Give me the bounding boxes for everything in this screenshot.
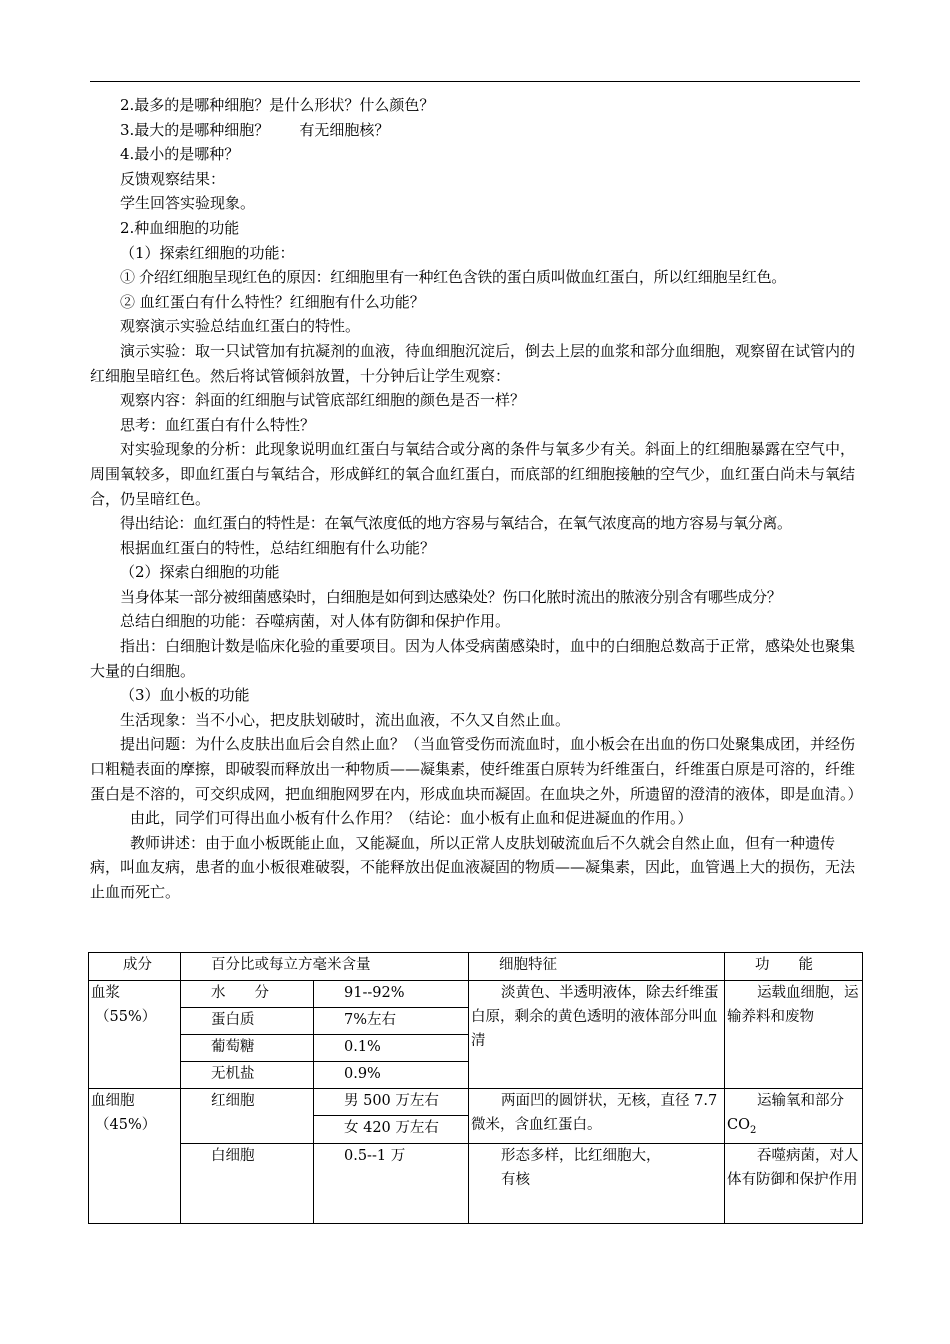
header-function: 功 能 — [725, 953, 863, 981]
co2-subscript: 2 — [749, 1124, 757, 1136]
paragraph: ① 介绍红细胞呈现红色的原因：红细胞里有一种红色含铁的蛋白质叫做血红蛋白，所以红细胞呈红色。 — [120, 268, 786, 287]
table-header-row — [89, 953, 863, 981]
paragraph: 生活现象：当不小心，把皮肤划破时，流出血液，不久又自然止血。 — [120, 710, 571, 729]
paragraph: 演示实验：取一只试管加有抗凝剂的血液，待血细胞沉淀后，倒去上层的血浆和部分血细胞，观察留在试管内的红细胞呈暗红色。然后将试管倾斜放置，十分钟后让学生观察： — [90, 341, 856, 385]
plasma-function-text: 运载血细胞，运输养料和废物 — [727, 985, 859, 1025]
wbc-features — [469, 1143, 725, 1223]
cells-percent: （45%） — [95, 1117, 157, 1133]
plasma-item: 水 分 — [181, 981, 314, 1008]
plasma-name: 血浆 — [91, 985, 120, 1001]
paragraph: 2.种血细胞的功能 — [120, 218, 240, 237]
paragraph: 根据血红蛋白的特性，总结红细胞有什么功能？ — [120, 538, 436, 557]
paragraph: 学生回答实验现象。 — [120, 194, 256, 213]
table-row — [89, 981, 863, 1008]
paragraph: 指出：白细胞计数是临床化验的重要项目。因为人体受病菌感染时，血中的白细胞总数高于正常，感染处也聚集大量的白细胞。 — [90, 637, 856, 680]
paragraph: ② 血红蛋白有什么特性？红细胞有什么功能？ — [120, 292, 425, 311]
wbc-function — [725, 1143, 863, 1223]
plasma-value: 91--92% — [314, 981, 469, 1008]
plasma-value: 0.9% — [314, 1062, 469, 1089]
paragraph: 观察内容：斜面的红细胞与试管底部红细胞的颜色是否一样？ — [120, 391, 526, 410]
plasma-item: 葡萄糖 — [181, 1035, 314, 1062]
wbc-features-line1: 形态多样，比红细胞大， — [501, 1147, 661, 1164]
rbc-function-text: 运输氧和部分 — [757, 1093, 844, 1109]
paragraph: 当身体某一部分被细菌感染时，白细胞是如何到达感染处？伤口化脓时流出的脓液分别含有哪些成分？ — [120, 587, 782, 606]
header-features: 细胞特征 — [469, 953, 725, 981]
plasma-value: 7%左右 — [314, 1008, 469, 1035]
header-content: 百分比或每立方毫米含量 — [181, 953, 469, 981]
rbc-name: 红细胞 — [181, 1089, 314, 1144]
rbc-male: 男 500 万左右 — [314, 1089, 469, 1116]
plasma-features — [469, 981, 725, 1089]
plasma-item: 蛋白质 — [181, 1008, 314, 1035]
plasma-item: 无机盐 — [181, 1062, 314, 1089]
paragraph: （1）探索红细胞的功能： — [120, 243, 295, 262]
plasma-value: 0.1% — [314, 1035, 469, 1062]
paragraph: 4.最小的是哪种？ — [120, 145, 240, 164]
paragraph: 观察演示实验总结血红蛋白的特性。 — [120, 317, 361, 336]
paragraph: 3.最大的是哪种细胞？ 有无细胞核？ — [120, 120, 390, 139]
co2-formula: CO — [727, 1117, 750, 1133]
paragraph: 得出结论：血红蛋白的特性是：在氧气浓度低的地方容易与氧结合，在氧气浓度高的地方容易与氧分离。 — [120, 514, 792, 533]
cells-cell — [89, 1089, 181, 1224]
plasma-function — [725, 981, 863, 1089]
table-row — [89, 1143, 863, 1223]
table-row — [89, 1089, 863, 1116]
paragraph: 由此，同学们可得出血小板有什么作用？（结论：血小板有止血和促进凝血的作用。） — [130, 809, 693, 828]
rbc-features-text: 两面凹的圆饼状，无核，直径 7.7 微米，含血红蛋白。 — [471, 1093, 718, 1133]
rbc-features — [469, 1089, 725, 1144]
document-body — [90, 93, 862, 905]
paragraph: 反馈观察结果： — [120, 169, 226, 188]
paragraph: 思考：血红蛋白有什么特性？ — [120, 415, 316, 434]
plasma-features-text: 淡黄色、半透明液体，除去纤维蛋白原，剩余的黄色透明的液体部分叫血清 — [471, 985, 719, 1049]
paragraph: 对实验现象的分析：此现象说明血红蛋白与氧结合或分离的条件与氧多少有关。斜面上的红细胞暴露在空气中，周围氧较多，即血红蛋白与氧结合，形成鲜红的氧合血红蛋白，而底部的红细胞接触的空气少，血红蛋白尚未与氧结合，仍呈暗红色。 — [90, 440, 856, 508]
paragraph: 总结白细胞的功能：吞噬病菌，对人体有防御和保护作用。 — [120, 612, 511, 631]
paragraph: 提出问题：为什么皮肤出血后会自然止血？（当血管受伤而流血时，血小板会在出血的伤口处聚集成团，并经伤口粗糙表面的摩擦，即破裂而释放出一种物质——凝集素，使纤维蛋白原转为纤维蛋白，纤维蛋白原是可溶的，纤维蛋白是不溶的，可交织成网，把血细胞网罗在内，形成血块而凝固。在血块之外，所遗留的澄清的液体，即是血清。） — [90, 735, 863, 803]
header-component: 成分 — [89, 953, 181, 981]
blood-composition-table — [88, 952, 863, 1224]
rbc-female: 女 420 万左右 — [314, 1116, 469, 1143]
wbc-function-text: 吞噬病菌，对人体有防御和保护作用 — [727, 1147, 859, 1188]
wbc-name: 白细胞 — [181, 1143, 314, 1223]
rbc-function-co2 — [727, 1113, 860, 1143]
paragraph: （3）血小板的功能 — [120, 686, 250, 705]
wbc-features-line2: 有核 — [501, 1171, 530, 1188]
cells-name: 血细胞 — [91, 1093, 135, 1109]
paragraph: （2）探索白细胞的功能 — [120, 563, 280, 582]
plasma-percent: （55%） — [95, 1009, 157, 1025]
wbc-value: 0.5--1 万 — [314, 1143, 469, 1223]
paragraph: 教师讲述：由于血小板既能止血，又能凝血，所以正常人皮肤划破流血后不久就会自然止血，但有一种遗传病，叫血友病，患者的血小板很难破裂，不能释放出促血液凝固的物质——凝集素，因此，血管遇上大的损伤，无法止血而死亡。 — [90, 833, 856, 901]
header-rule — [90, 81, 860, 82]
plasma-cell — [89, 981, 181, 1089]
rbc-function — [725, 1089, 863, 1144]
paragraph: 2.最多的是哪种细胞？是什么形状？什么颜色？ — [120, 96, 435, 114]
